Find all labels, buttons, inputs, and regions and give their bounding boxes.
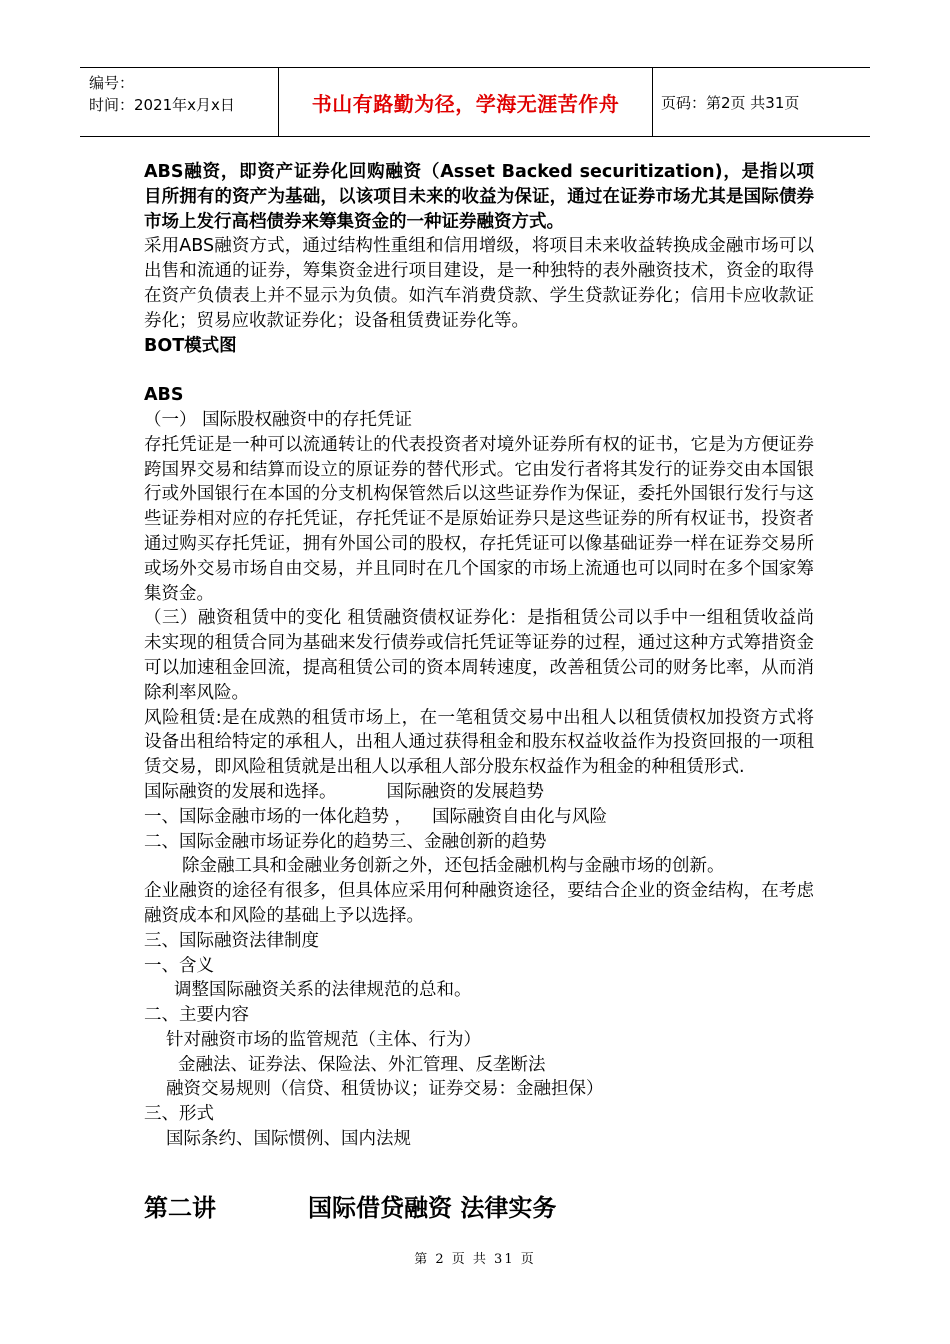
form-title: 三、形式 <box>144 1104 214 1125</box>
development-line <box>144 780 814 805</box>
header-motto: 书山有路勤为径，学海无涯苦作舟 <box>279 68 653 136</box>
depositary-receipt-text: 存托凭证是一种可以流通转让的代表投资者对境外证券所有权的证书，它是为方便证券跨国界交易和结算而设立的原证券的替代形式。它由发行者将其发行的证券交由本国银行或外国银行在本国的分支机构保管然后以这些证券作为保证，委托外国银行发行与这些证券相对应的存托凭证，存托凭证不是原始证券只是这些证券的所有权证书，投资者通过购买存托凭证，拥有外国公司的股权，存托凭证可以像基础证券一样在证券交易所或场外交易市场自由交易，并且同时在几个国家的市场上流通也可以同时在多个国家筹集资金。 <box>144 434 814 604</box>
time-label: 时间：2021年x月x日 <box>89 96 235 114</box>
meaning-text: 调整国际融资关系的法律规范的总和。 <box>174 980 472 1001</box>
abs-title: ABS <box>144 385 184 406</box>
law-section-title: 三、国际融资法律制度 <box>144 930 319 951</box>
abs-definition: ABS融资，即资产证券化回购融资（Asset Backed securitization)，是指以项目所拥有的资产为基础，以该项目未来的收益为保证，通过在证券市场尤其是国际债券市场上发行高档债券来筹集资金的一种证券融资方式。 <box>144 162 814 232</box>
risk-lease-text: 风险租赁:是在成熟的租赁市场上，在一笔租赁交易中出租人以租赁债权加投资方式将设备出租给特定的承租人，出租人通过获得租金和股东权益收益作为投资回报的一项租赁交易，即风险租赁就是出租人以承租人部分股东权益作为租金的种租赁形式. <box>144 707 814 778</box>
code-label: 编号： <box>89 74 135 92</box>
trend-line-1 <box>144 805 814 830</box>
lecture-heading <box>144 1188 556 1223</box>
lecture-title: 国际借贷融资 法律实务 <box>308 1194 557 1222</box>
blank-line <box>144 358 814 383</box>
innovation-text: 除金融工具和金融业务创新之外，还包括金融机构与金融市场的创新。 <box>182 856 725 877</box>
financial-lease-text: （三）融资租赁中的变化 租赁融资债权证券化：是指租赁公司以手中一组租赁收益尚未实现的租赁合同为基础来发行债券或信托凭证等证券的过程，通过这种方式筹措资金可以加速租金回流，提高租赁公司的资本周转速度，改善租赁公司的财务比率，从而消除利率风险。 <box>144 608 814 703</box>
main-content-title: 二、主要内容 <box>144 1005 249 1026</box>
main-content-2: 金融法、证券法、保险法、外汇管理、反垄断法 <box>178 1054 546 1075</box>
page-header <box>80 67 870 137</box>
lecture-number: 第二讲 <box>144 1194 216 1222</box>
main-content-1: 针对融资市场的监管规范（主体、行为） <box>166 1029 481 1050</box>
trend-liberalization: 国际融资自由化与风险 <box>432 806 608 827</box>
abs-usage: 采用ABS融资方式，通过结构性重组和信用增级，将项目未来收益转换成金融市场可以出售和流通的证券，筹集资金进行项目建设，是一种独特的表外融资技术，资金的取得在资产负债表上并不显示为负债。如汽车消费贷款、学生贷款证券化；信用卡应收款证券化；贸易应收款证券化；设备租赁费证券化等。 <box>144 236 814 331</box>
header-meta <box>80 68 279 136</box>
choice-text: 企业融资的途径有很多，但具体应采用何种融资途径，要结合企业的资金结构，在考虑融资成本和风险的基础上予以选择。 <box>144 881 814 926</box>
form-text: 国际条约、国际惯例、国内法规 <box>166 1129 411 1150</box>
trend-line-2: 二、国际金融市场证券化的趋势三、金融创新的趋势 <box>144 831 547 852</box>
meaning-title: 一、含义 <box>144 955 214 976</box>
bot-title: BOT模式图 <box>144 335 237 356</box>
header-page-info: 页码：第2页 共31页 <box>661 93 800 112</box>
development-trend: 国际融资的发展趋势 <box>386 781 544 802</box>
document-body <box>144 160 814 1152</box>
page-footer: 第 2 页 共 31 页 <box>414 1252 536 1267</box>
depositary-receipt-heading: （一） 国际股权融资中的存托凭证 <box>144 409 413 430</box>
development-choice: 国际融资的发展和选择。 <box>144 781 337 802</box>
trend-integration: 一、国际金融市场的一体化趋势 ， <box>144 806 413 827</box>
main-content-3: 融资交易规则（信贷、租赁协议；证券交易：金融担保） <box>166 1079 604 1100</box>
